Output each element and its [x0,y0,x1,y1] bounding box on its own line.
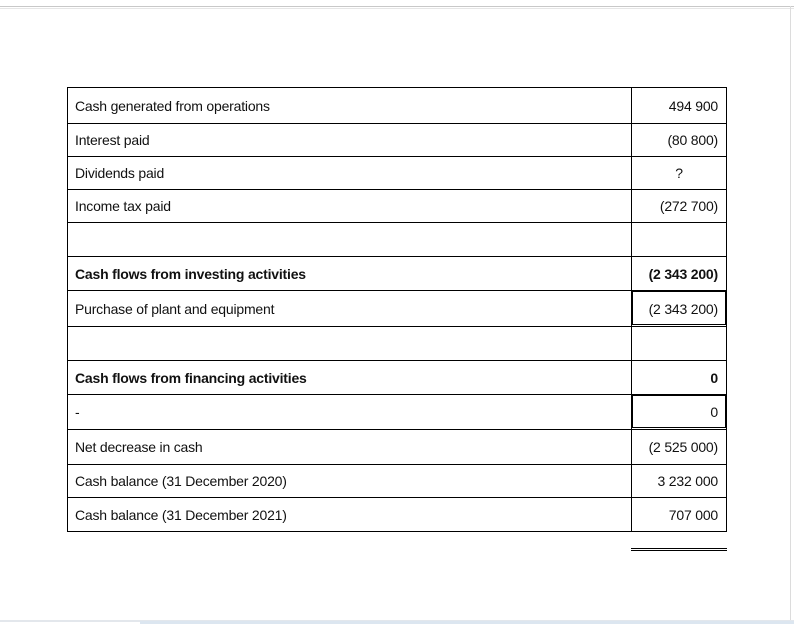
table-row [67,497,727,532]
double-underline-top [631,548,727,549]
row-label: Cash balance (31 December 2020) [67,464,631,497]
row-value: (272 700) [631,189,727,222]
row-value: 707 000 [631,497,727,532]
row-label: Dividends paid [67,156,631,189]
row-label: Cash flows from financing activities [67,360,631,394]
table-row [67,123,727,156]
row-label: Cash generated from operations [67,87,631,123]
row-value: 3 232 000 [631,464,727,497]
row-value: 0 [631,394,727,429]
row-label: - [67,394,631,429]
table-row-section-financing [67,360,727,394]
table-row [67,290,727,326]
table-row-blank [67,222,727,256]
row-value: 494 900 [631,87,727,123]
row-label: Purchase of plant and equipment [67,290,631,326]
row-value [631,326,727,360]
row-label [67,326,631,360]
row-label: Interest paid [67,123,631,156]
top-rule-shadow [0,8,794,9]
row-value: ? [631,156,727,189]
table-row-blank [67,326,727,360]
top-rule [0,6,794,7]
right-edge-rule [790,6,791,624]
table-row-section-investing [67,256,727,290]
table-row [67,156,727,189]
row-value: 0 [631,360,727,394]
cash-flow-table [67,87,727,532]
row-label [67,222,631,256]
double-underline-bottom [631,550,727,551]
row-value: (2 525 000) [631,429,727,464]
table-row [67,189,727,222]
table-row [67,87,727,123]
row-value: (80 800) [631,123,727,156]
table-row [67,394,727,429]
row-value [631,222,727,256]
row-label: Income tax paid [67,189,631,222]
row-label: Cash balance (31 December 2021) [67,497,631,532]
row-value: (2 343 200) [631,290,727,326]
row-value: (2 343 200) [631,256,727,290]
table-row [67,464,727,497]
table-row [67,429,727,464]
row-label: Net decrease in cash [67,429,631,464]
row-label: Cash flows from investing activities [67,256,631,290]
